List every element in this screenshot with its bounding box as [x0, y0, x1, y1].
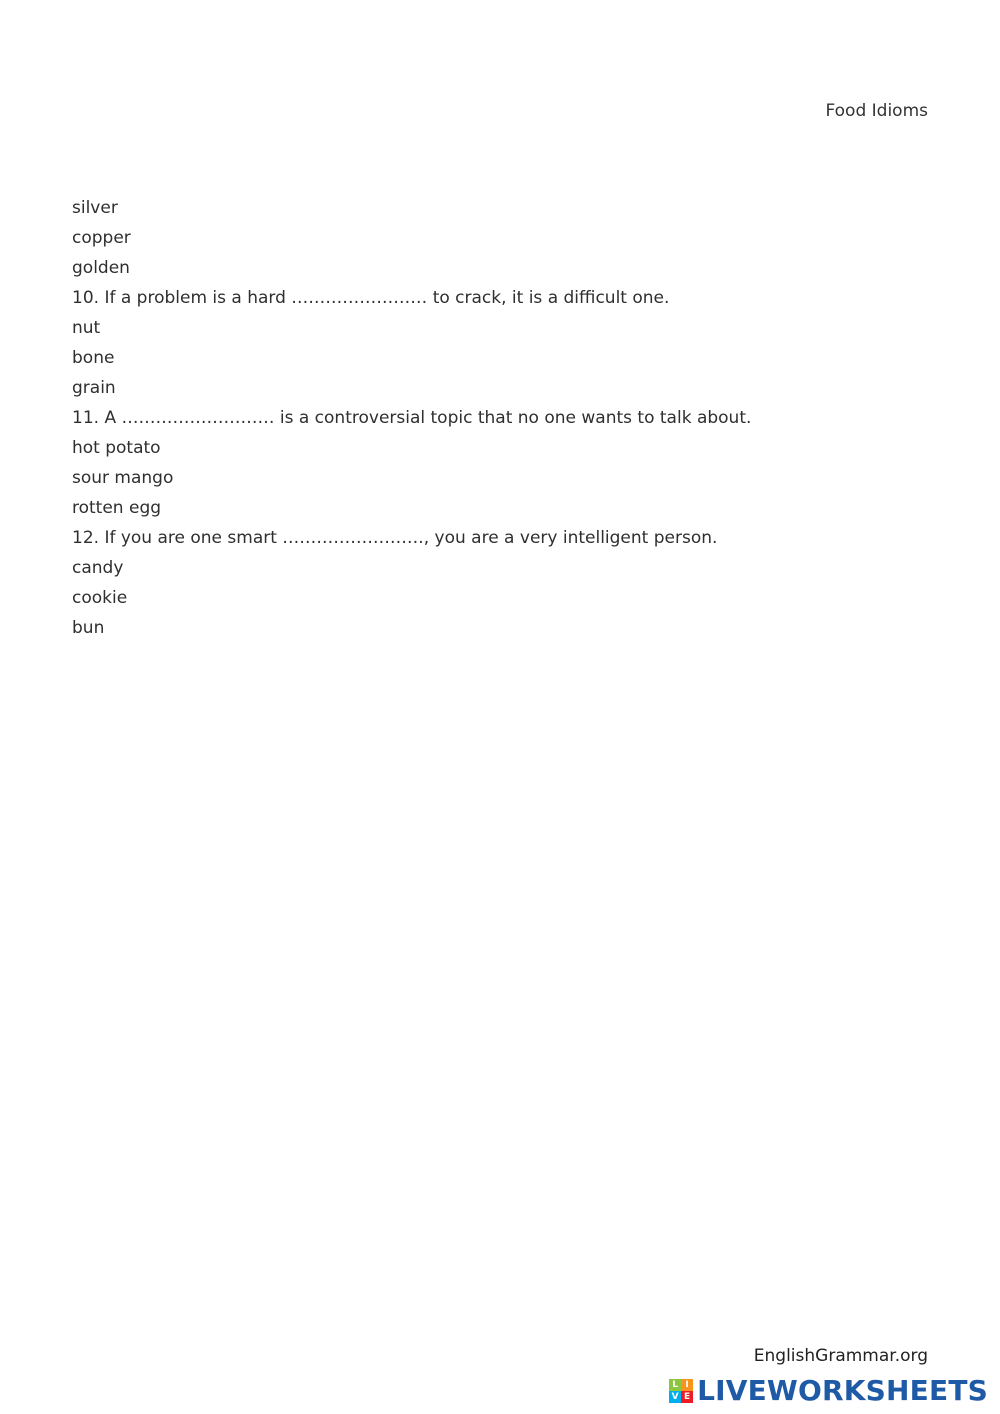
worksheet-title: Food Idioms — [825, 101, 928, 121]
option-candy: candy — [72, 558, 124, 578]
option-copper: copper — [72, 228, 131, 248]
option-nut: nut — [72, 318, 101, 338]
brand-name: LIVEWORKSHEETS — [697, 1374, 988, 1407]
option-bun: bun — [72, 618, 105, 638]
worksheet-content — [72, 193, 932, 643]
source-credit: EnglishGrammar.org — [753, 1346, 928, 1366]
option-hot-potato: hot potato — [72, 438, 161, 458]
question-11: 11. A ……………………… is a controversial topic that no one wants to talk about. — [72, 408, 752, 428]
liveworksheets-logo — [669, 1375, 988, 1407]
logo-cell-l: L — [669, 1379, 681, 1391]
option-rotten-egg: rotten egg — [72, 498, 162, 518]
option-bone: bone — [72, 348, 115, 368]
liveworksheets-logo-icon — [669, 1379, 693, 1403]
logo-cell-e: E — [681, 1391, 693, 1403]
question-12: 12. If you are one smart ……………………., you are a very intelligent person. — [72, 528, 718, 548]
option-cookie: cookie — [72, 588, 128, 608]
question-10: 10. If a problem is a hard …………………… to crack, it is a difficult one. — [72, 288, 670, 308]
logo-cell-i: I — [681, 1379, 693, 1391]
option-sour-mango: sour mango — [72, 468, 174, 488]
option-golden: golden — [72, 258, 130, 278]
logo-cell-v: V — [669, 1391, 681, 1403]
option-grain: grain — [72, 378, 116, 398]
option-silver: silver — [72, 198, 118, 218]
